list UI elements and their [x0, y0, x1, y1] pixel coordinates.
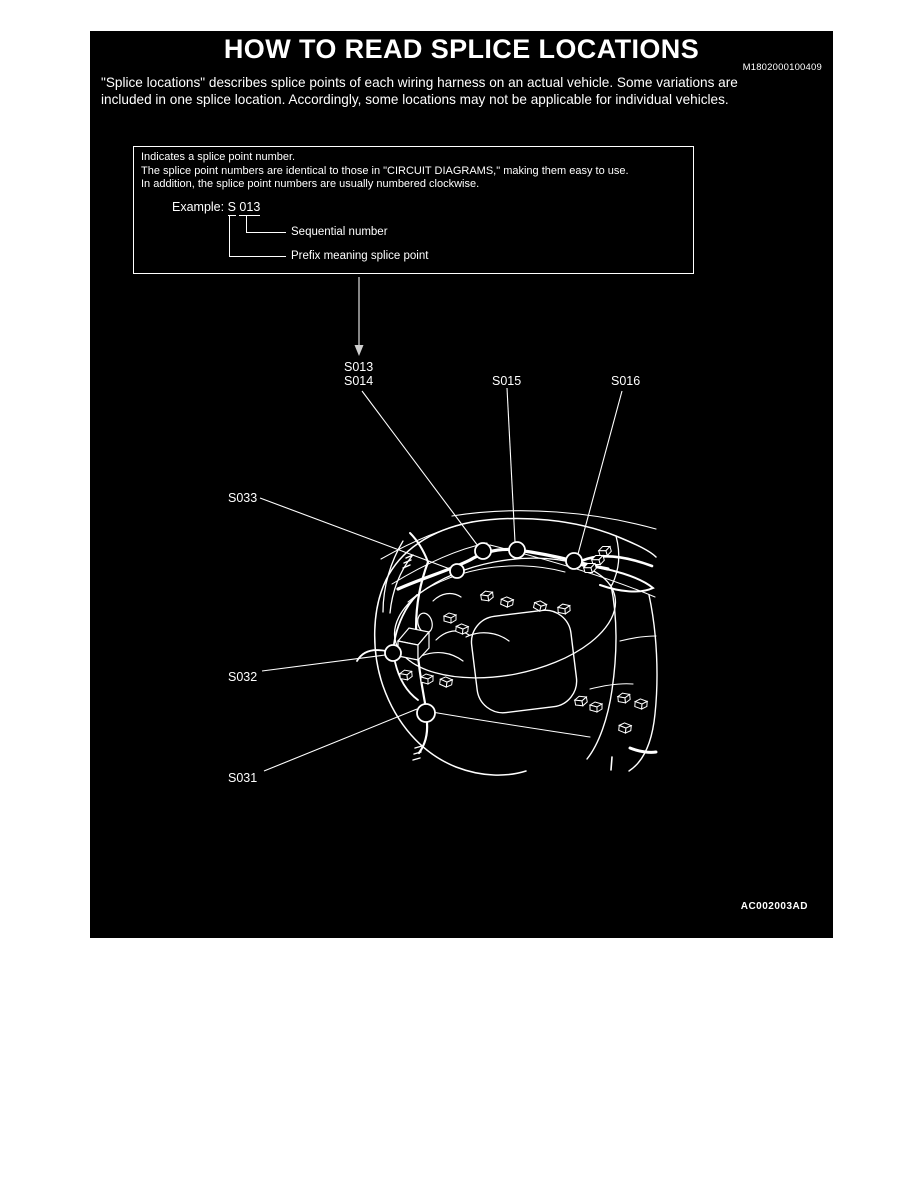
leader-line-s031	[264, 709, 417, 771]
dashboard-illustration	[357, 511, 657, 775]
leader-line-s033	[260, 498, 450, 569]
label-s013: S013	[344, 360, 374, 374]
example-label: Example:	[172, 200, 225, 214]
splice-point-s032	[385, 645, 401, 661]
label-s015: S015	[492, 374, 522, 388]
label-s014: S014	[344, 374, 374, 388]
label-s032: S032	[228, 670, 258, 684]
example-row	[172, 200, 260, 214]
harness-tick-marks	[403, 555, 612, 770]
connector-icon	[480, 590, 493, 602]
label-s033: S033	[228, 491, 258, 505]
connector-icon	[400, 669, 413, 680]
connector-icon	[421, 674, 433, 684]
page-title: HOW TO READ SPLICE LOCATIONS	[223, 34, 700, 64]
label-s031: S031	[228, 771, 258, 785]
connector-icon	[635, 699, 648, 710]
connector-icon	[558, 604, 571, 615]
connector-icon	[618, 692, 631, 703]
connector-icon	[444, 613, 456, 623]
example-prefix: S	[227, 200, 236, 214]
intro-text-line2: included in one splice location. Accordingly, some locations may not be applicable for individual vehicles.	[101, 92, 729, 107]
label-s016: S016	[611, 374, 641, 388]
connector-icon	[500, 596, 513, 608]
callout-prefix-meaning: Prefix meaning splice point	[291, 250, 429, 262]
splice-labels	[228, 360, 640, 785]
splice-point-s015	[509, 542, 525, 558]
pointer-arrow	[355, 277, 364, 356]
callout-sequential-number: Sequential number	[291, 226, 388, 238]
example-number: 013	[239, 200, 261, 214]
intro-text-line1: "Splice locations" describes splice points of each wiring harness on an actual vehicle. Some variations are	[101, 75, 738, 90]
center-pad-outline	[469, 607, 580, 715]
connector-icon	[590, 702, 602, 712]
note-line-1: Indicates a splice point number.	[141, 151, 296, 163]
connector-icon	[574, 695, 588, 707]
doc-code: M1802000100409	[742, 62, 822, 73]
callout-line-sequential-horizontal	[246, 232, 286, 233]
figure-code: AC002003AD	[740, 901, 808, 912]
leader-line-s032	[262, 655, 385, 671]
callout-line-prefix-horizontal	[229, 256, 286, 257]
connector-icon	[619, 722, 632, 733]
splice-point-s033	[450, 564, 464, 578]
note-line-2: The splice point numbers are identical to those in "CIRCUIT DIAGRAMS," making them easy to use.	[141, 165, 629, 177]
connector-icon	[439, 676, 452, 688]
right-panel-lines	[587, 585, 657, 771]
splice-point-s031	[417, 704, 435, 722]
callout-line-prefix-vertical	[229, 216, 230, 256]
note-line-3: In addition, the splice point numbers are usually numbered clockwise.	[141, 178, 480, 190]
leader-line-s013-s014	[362, 391, 478, 546]
callout-line-sequential-vertical	[246, 216, 247, 232]
splice-point-s016	[566, 553, 582, 569]
splice-location-diagram	[90, 276, 833, 938]
